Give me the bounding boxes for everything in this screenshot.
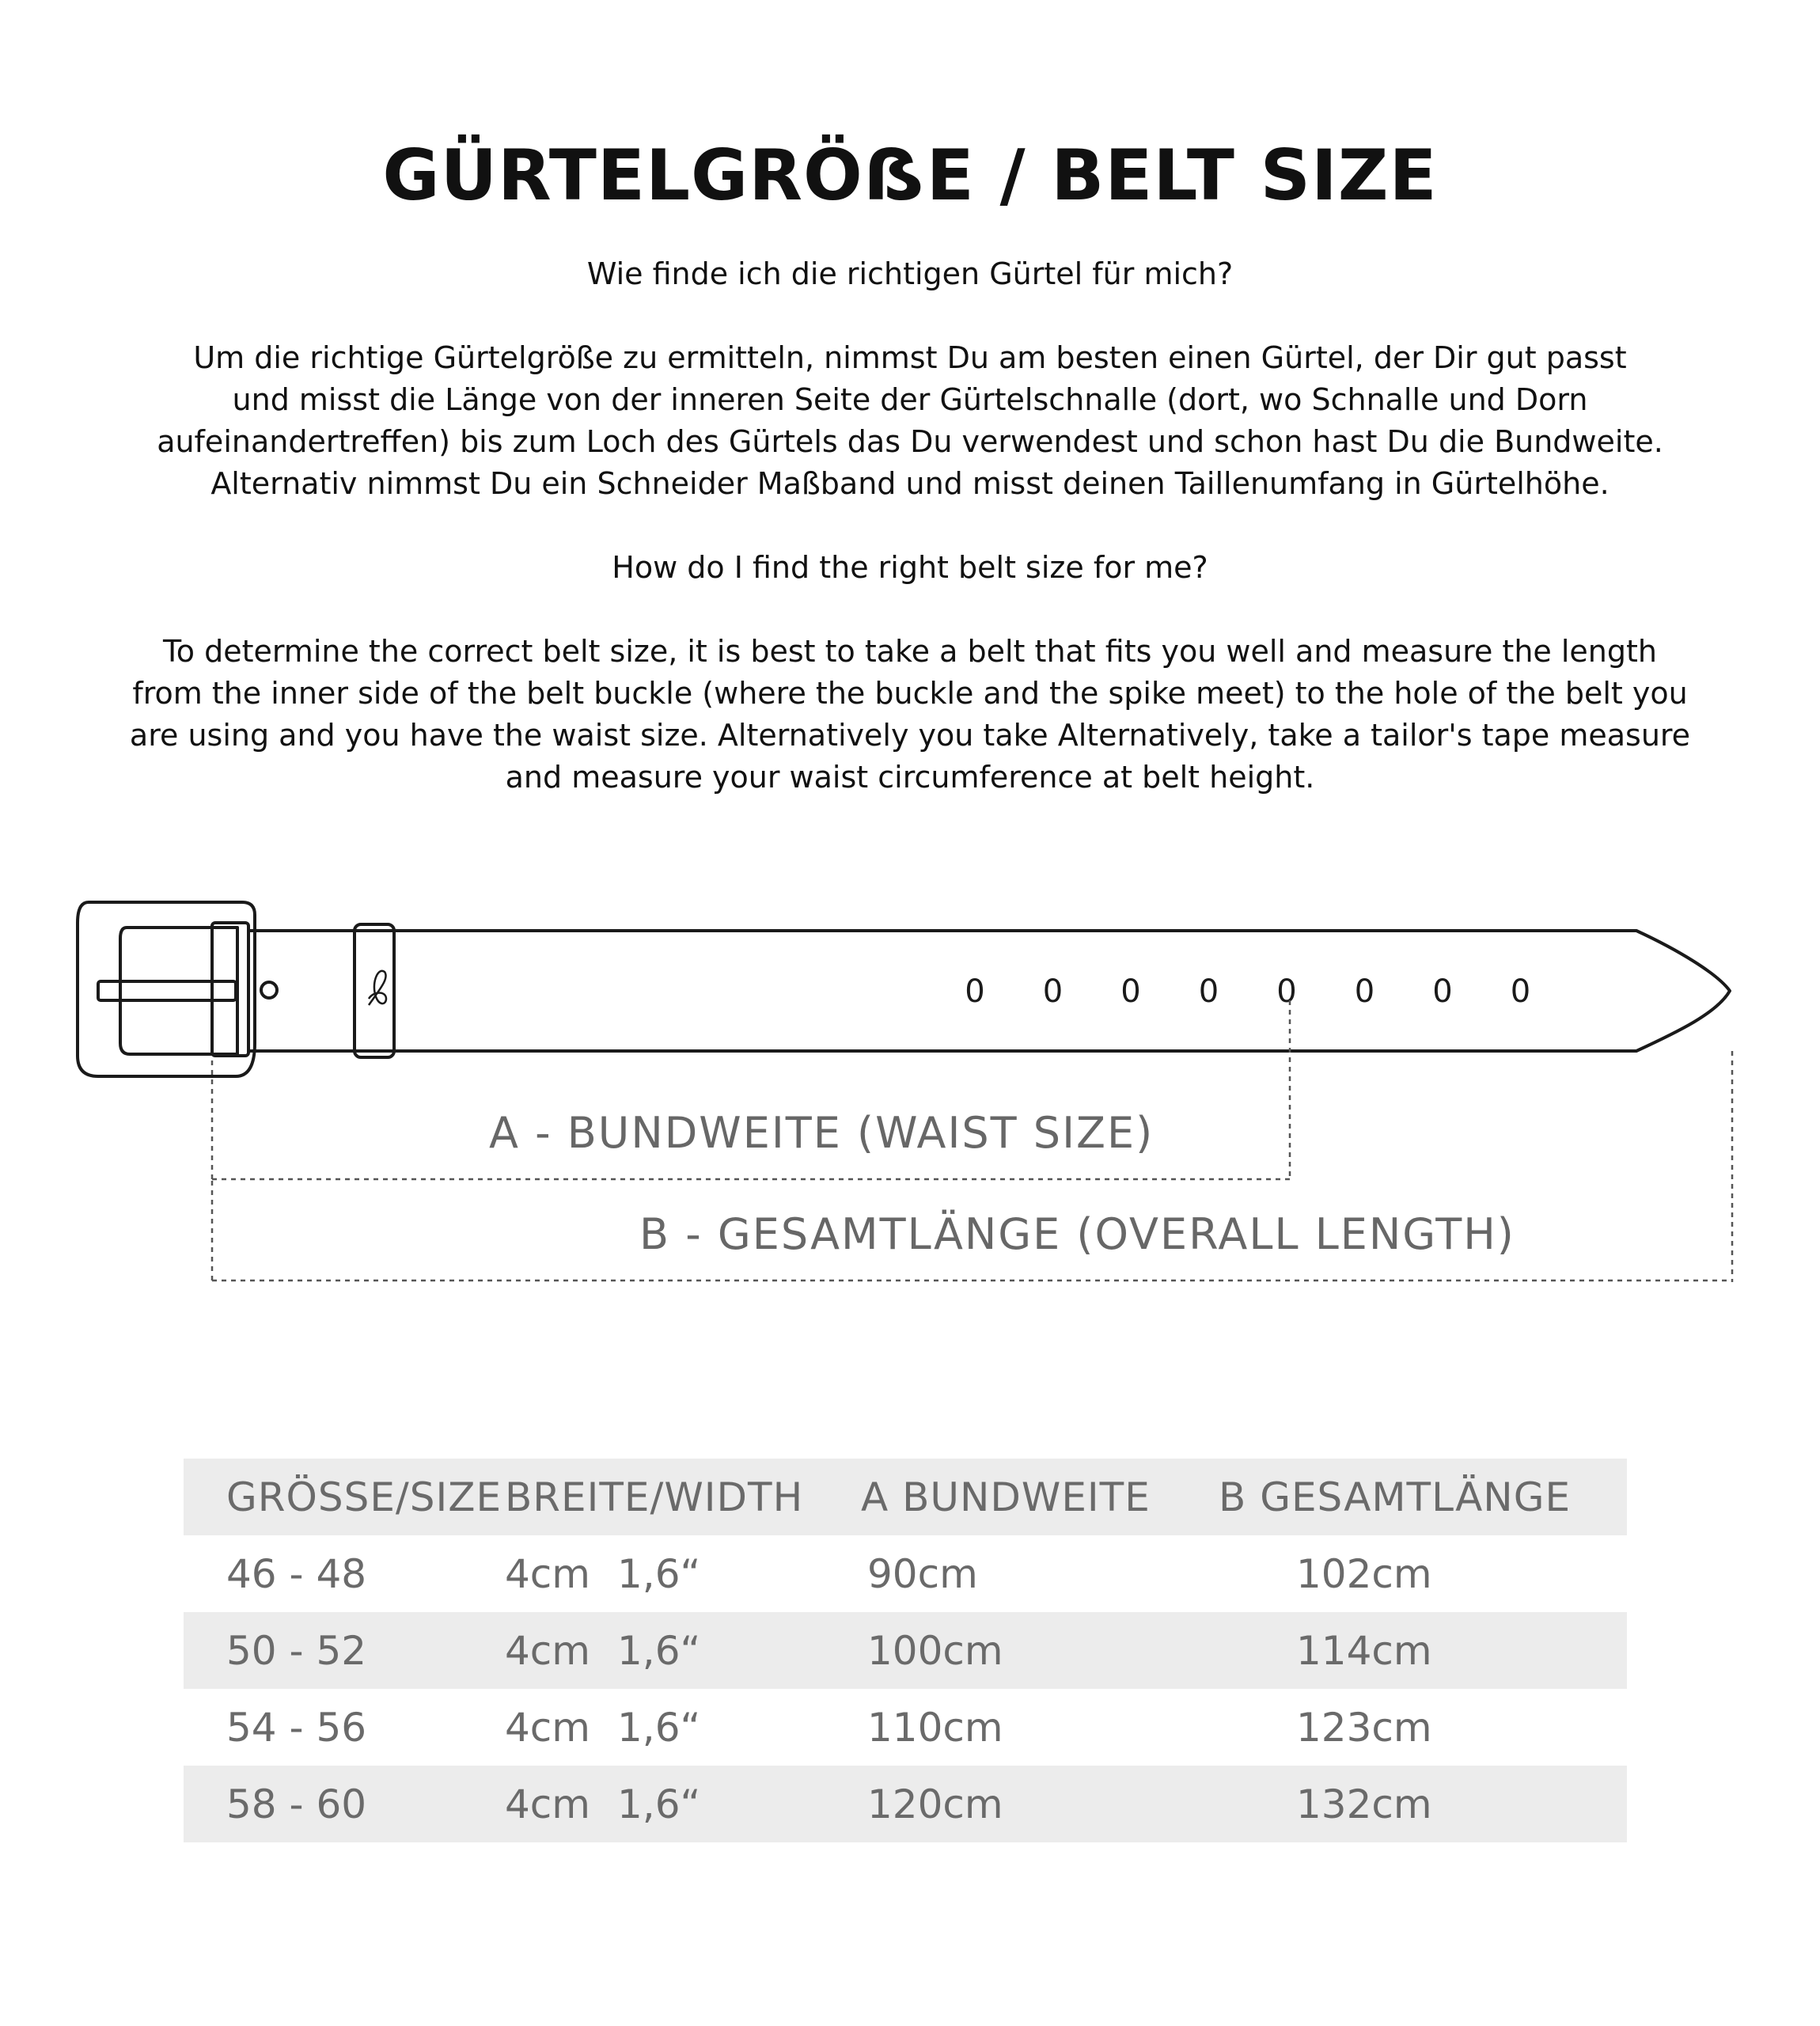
belt-holes [965, 973, 1530, 1010]
header-overall: B GESAMTLÄNGE [1219, 1474, 1572, 1520]
belt-hole: 0 [1042, 973, 1064, 1010]
cell-width-cm: 4cm [505, 1550, 591, 1597]
intro-de-line: Alternativ nimmst Du ein Schneider Maßband und misst deinen Taillenumfang in Gürtelhöhe. [210, 466, 1610, 501]
intro-de-line: und misst die Länge von der inneren Seite der Gürtelschnalle (dort, wo Schnalle und Dorn [232, 382, 1588, 417]
cell-waist: 120cm [867, 1781, 1003, 1827]
cell-width-in: 1,6“ [617, 1550, 701, 1597]
belt-strap [247, 931, 1730, 1051]
header-width: BREITE/WIDTH [505, 1474, 804, 1520]
page-title: GÜRTELGRÖẞE / BELT SIZE [382, 135, 1438, 216]
intro-en-question: How do I find the right belt size for me? [612, 550, 1208, 585]
cell-size: 46 - 48 [226, 1550, 367, 1597]
cell-overall: 132cm [1296, 1781, 1432, 1827]
intro-en-line: are using and you have the waist size. Alternatively you take Alternatively, take a tailor's tape measure [129, 718, 1691, 753]
cell-width-in: 1,6“ [617, 1781, 701, 1827]
intro-en-line: To determine the correct belt size, it is best to take a belt that fits you well and measure the length [162, 634, 1657, 669]
cell-waist: 90cm [867, 1550, 978, 1597]
table-row [184, 1689, 1627, 1766]
size-table [184, 1459, 1627, 1842]
logo-mark [369, 971, 386, 1005]
cell-waist: 110cm [867, 1704, 1003, 1751]
cell-size: 58 - 60 [226, 1781, 367, 1827]
header-waist: A BUNDWEITE [861, 1474, 1151, 1520]
belt-hole: 0 [1276, 973, 1297, 1010]
buckle-plate [212, 923, 248, 1056]
dimension-label-b: B - GESAMTLÄNGE (OVERALL LENGTH) [639, 1209, 1515, 1259]
cell-waist: 100cm [867, 1627, 1003, 1674]
belt-hole: 0 [1432, 973, 1453, 1010]
intro-text [79, 253, 1741, 799]
cell-overall: 123cm [1296, 1704, 1432, 1751]
cell-overall: 102cm [1296, 1550, 1432, 1597]
cell-width-cm: 4cm [505, 1704, 591, 1751]
cell-overall: 114cm [1296, 1627, 1432, 1674]
dimension-label-a: A - BUNDWEITE (WAIST SIZE) [489, 1108, 1155, 1158]
belt-hole: 0 [1510, 973, 1531, 1010]
cell-size: 54 - 56 [226, 1704, 367, 1751]
cell-width-in: 1,6“ [617, 1627, 701, 1674]
buckle-inner [120, 928, 237, 1054]
intro-de-line: aufeinandertreffen) bis zum Loch des Gürtels das Du verwendest und schon hast Du die Bundweite. [157, 424, 1663, 459]
intro-de-question: Wie finde ich die richtigen Gürtel für mich? [586, 256, 1234, 291]
belt-hole: 0 [965, 973, 985, 1010]
intro-de-line: Um die richtige Gürtelgröße zu ermitteln, nimmst Du am besten einen Gürtel, der Dir gut passt [193, 340, 1627, 375]
cell-width [505, 1612, 861, 1689]
table-row [184, 1612, 1627, 1689]
intro-en-line: and measure your waist circumference at belt height. [505, 760, 1315, 795]
cell-width-cm: 4cm [505, 1627, 591, 1674]
cell-width-cm: 4cm [505, 1781, 591, 1827]
table-header-row [184, 1459, 1627, 1535]
belt-hole: 0 [1198, 973, 1219, 1010]
cell-width [505, 1535, 861, 1612]
table-row [184, 1766, 1627, 1842]
header-size: GRÖSSE/SIZE [226, 1474, 502, 1520]
belt-hole: 0 [1354, 973, 1375, 1010]
cell-width [505, 1689, 861, 1766]
cell-width [505, 1766, 861, 1842]
cell-width-in: 1,6“ [617, 1704, 701, 1751]
rivet [261, 982, 277, 998]
table-row [184, 1535, 1627, 1612]
cell-size: 50 - 52 [226, 1627, 367, 1674]
belt-hole: 0 [1120, 973, 1141, 1010]
intro-en-line: from the inner side of the belt buckle (where the buckle and the spike meet) to the hole of the belt you [132, 676, 1688, 711]
